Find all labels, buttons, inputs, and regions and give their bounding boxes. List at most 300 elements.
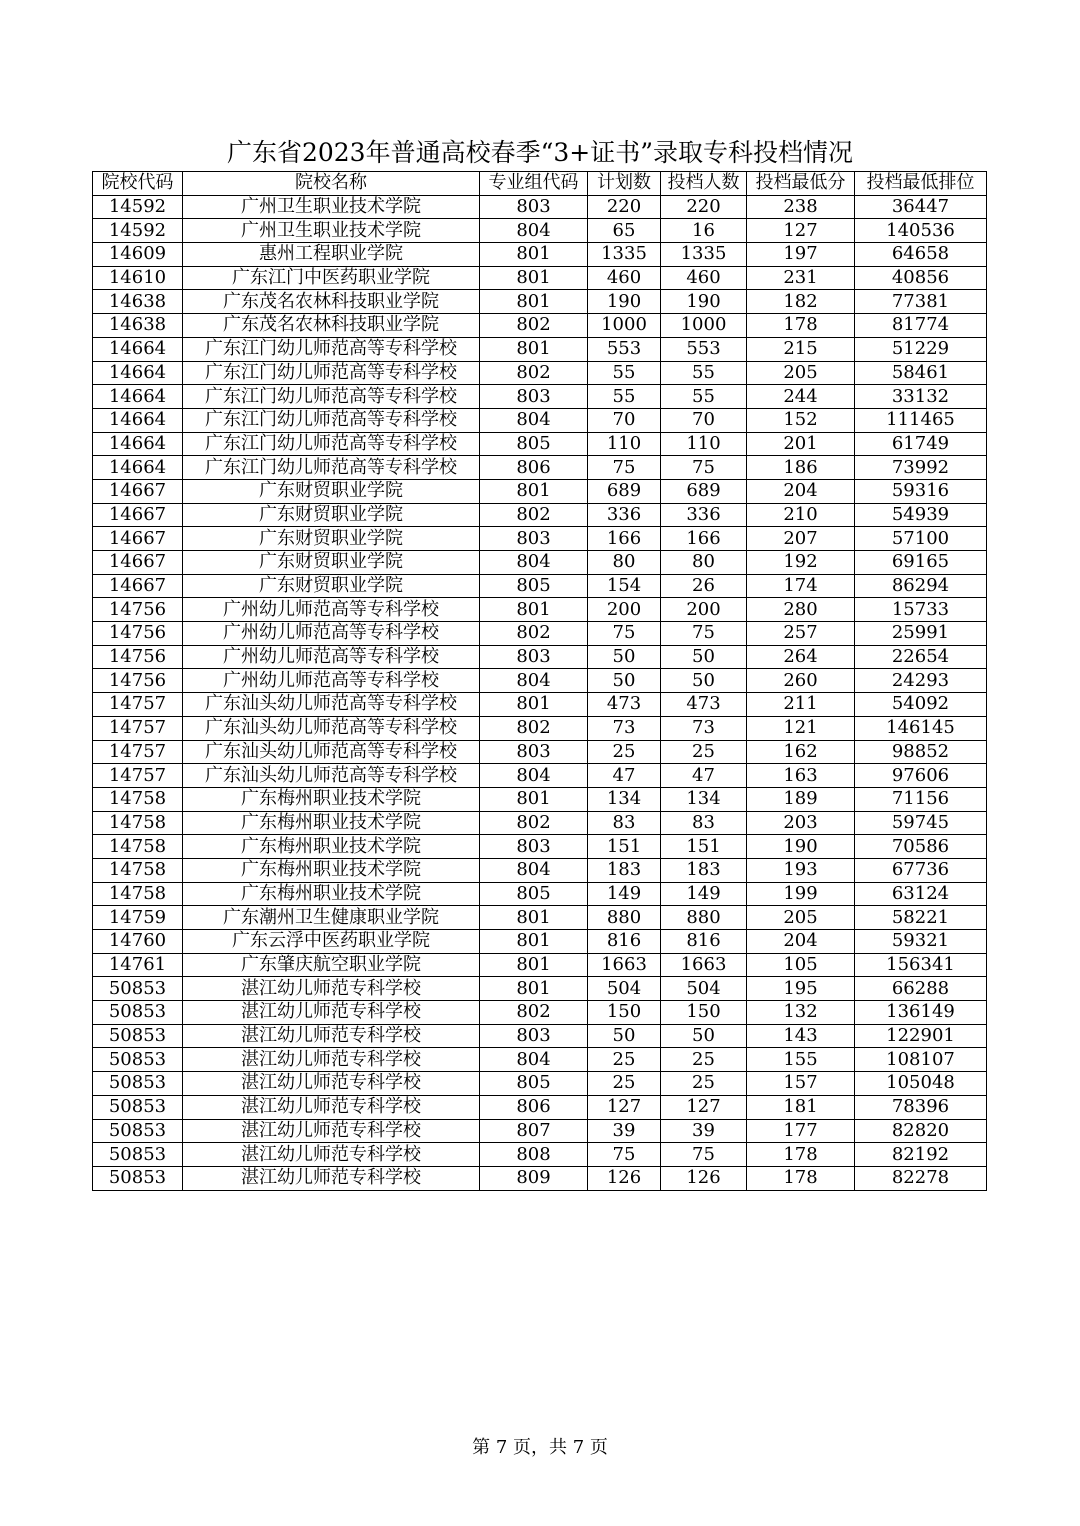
cell-min-score: 280 bbox=[747, 598, 855, 622]
cell-group-code: 804 bbox=[480, 764, 588, 788]
cell-filed-count: 166 bbox=[661, 527, 747, 551]
cell-filed-count: 25 bbox=[661, 740, 747, 764]
cell-plan-count: 50 bbox=[588, 669, 661, 693]
cell-min-rank: 82278 bbox=[855, 1166, 987, 1190]
table-row bbox=[93, 622, 987, 646]
cell-school-code: 14761 bbox=[93, 953, 183, 977]
cell-min-rank: 66288 bbox=[855, 977, 987, 1001]
cell-filed-count: 504 bbox=[661, 977, 747, 1001]
cell-group-code: 803 bbox=[480, 1024, 588, 1048]
cell-min-rank: 22654 bbox=[855, 645, 987, 669]
cell-filed-count: 75 bbox=[661, 622, 747, 646]
cell-min-score: 211 bbox=[747, 693, 855, 717]
table-row bbox=[93, 503, 987, 527]
cell-group-code: 802 bbox=[480, 361, 588, 385]
cell-filed-count: 880 bbox=[661, 906, 747, 930]
cell-plan-count: 1663 bbox=[588, 953, 661, 977]
cell-group-code: 807 bbox=[480, 1119, 588, 1143]
cell-plan-count: 47 bbox=[588, 764, 661, 788]
header-school-code: 院校代码 bbox=[93, 172, 183, 196]
table-row bbox=[93, 314, 987, 338]
cell-school-name: 广东财贸职业学院 bbox=[183, 503, 480, 527]
cell-filed-count: 75 bbox=[661, 1143, 747, 1167]
cell-group-code: 803 bbox=[480, 645, 588, 669]
cell-school-name: 广东江门中医药职业学院 bbox=[183, 266, 480, 290]
table-row bbox=[93, 882, 987, 906]
cell-min-rank: 40856 bbox=[855, 266, 987, 290]
cell-school-name: 广州幼儿师范高等专科学校 bbox=[183, 645, 480, 669]
cell-min-rank: 136149 bbox=[855, 1001, 987, 1025]
cell-min-score: 215 bbox=[747, 337, 855, 361]
cell-plan-count: 73 bbox=[588, 716, 661, 740]
cell-group-code: 806 bbox=[480, 1095, 588, 1119]
cell-min-rank: 51229 bbox=[855, 337, 987, 361]
cell-filed-count: 183 bbox=[661, 858, 747, 882]
table-row bbox=[93, 290, 987, 314]
cell-filed-count: 25 bbox=[661, 1048, 747, 1072]
cell-plan-count: 134 bbox=[588, 787, 661, 811]
cell-school-code: 14667 bbox=[93, 503, 183, 527]
cell-plan-count: 166 bbox=[588, 527, 661, 551]
cell-school-code: 14757 bbox=[93, 693, 183, 717]
cell-school-name: 广东汕头幼儿师范高等专科学校 bbox=[183, 764, 480, 788]
cell-group-code: 802 bbox=[480, 622, 588, 646]
cell-min-rank: 63124 bbox=[855, 882, 987, 906]
cell-school-name: 湛江幼儿师范专科学校 bbox=[183, 1143, 480, 1167]
cell-plan-count: 149 bbox=[588, 882, 661, 906]
cell-group-code: 801 bbox=[480, 953, 588, 977]
cell-school-code: 14664 bbox=[93, 408, 183, 432]
cell-school-code: 14664 bbox=[93, 432, 183, 456]
table-row bbox=[93, 953, 987, 977]
cell-filed-count: 80 bbox=[661, 551, 747, 575]
cell-min-score: 155 bbox=[747, 1048, 855, 1072]
cell-min-score: 186 bbox=[747, 456, 855, 480]
cell-plan-count: 460 bbox=[588, 266, 661, 290]
cell-plan-count: 25 bbox=[588, 1072, 661, 1096]
cell-school-code: 14664 bbox=[93, 361, 183, 385]
cell-school-name: 广东江门幼儿师范高等专科学校 bbox=[183, 361, 480, 385]
cell-school-name: 湛江幼儿师范专科学校 bbox=[183, 1166, 480, 1190]
cell-plan-count: 70 bbox=[588, 408, 661, 432]
cell-plan-count: 151 bbox=[588, 835, 661, 859]
cell-group-code: 802 bbox=[480, 1001, 588, 1025]
cell-school-code: 14592 bbox=[93, 195, 183, 219]
cell-filed-count: 73 bbox=[661, 716, 747, 740]
cell-group-code: 801 bbox=[480, 930, 588, 954]
cell-filed-count: 127 bbox=[661, 1095, 747, 1119]
table-row bbox=[93, 1095, 987, 1119]
cell-min-rank: 25991 bbox=[855, 622, 987, 646]
table-row bbox=[93, 243, 987, 267]
cell-school-code: 14756 bbox=[93, 598, 183, 622]
cell-min-score: 132 bbox=[747, 1001, 855, 1025]
table-row bbox=[93, 385, 987, 409]
header-min-rank: 投档最低排位 bbox=[855, 172, 987, 196]
cell-min-score: 182 bbox=[747, 290, 855, 314]
cell-filed-count: 110 bbox=[661, 432, 747, 456]
table-row bbox=[93, 1072, 987, 1096]
cell-min-score: 178 bbox=[747, 314, 855, 338]
table-row bbox=[93, 337, 987, 361]
cell-group-code: 802 bbox=[480, 314, 588, 338]
cell-plan-count: 127 bbox=[588, 1095, 661, 1119]
table-row bbox=[93, 1143, 987, 1167]
cell-min-rank: 59321 bbox=[855, 930, 987, 954]
cell-school-name: 湛江幼儿师范专科学校 bbox=[183, 1119, 480, 1143]
cell-group-code: 805 bbox=[480, 574, 588, 598]
cell-group-code: 806 bbox=[480, 456, 588, 480]
table-body bbox=[93, 195, 987, 1190]
cell-plan-count: 25 bbox=[588, 740, 661, 764]
table-row bbox=[93, 456, 987, 480]
cell-min-rank: 71156 bbox=[855, 787, 987, 811]
cell-school-name: 湛江幼儿师范专科学校 bbox=[183, 1072, 480, 1096]
cell-min-rank: 59316 bbox=[855, 479, 987, 503]
cell-plan-count: 200 bbox=[588, 598, 661, 622]
cell-school-name: 广东江门幼儿师范高等专科学校 bbox=[183, 432, 480, 456]
table-row bbox=[93, 219, 987, 243]
cell-min-score: 207 bbox=[747, 527, 855, 551]
cell-school-name: 广州卫生职业技术学院 bbox=[183, 219, 480, 243]
table-row bbox=[93, 977, 987, 1001]
cell-school-name: 广东财贸职业学院 bbox=[183, 574, 480, 598]
table-row bbox=[93, 527, 987, 551]
cell-min-score: 264 bbox=[747, 645, 855, 669]
cell-school-code: 14610 bbox=[93, 266, 183, 290]
table-row bbox=[93, 408, 987, 432]
cell-group-code: 801 bbox=[480, 787, 588, 811]
cell-school-code: 14759 bbox=[93, 906, 183, 930]
cell-group-code: 805 bbox=[480, 1072, 588, 1096]
table-row bbox=[93, 693, 987, 717]
header-plan-count: 计划数 bbox=[588, 172, 661, 196]
cell-plan-count: 75 bbox=[588, 1143, 661, 1167]
cell-min-score: 260 bbox=[747, 669, 855, 693]
cell-group-code: 804 bbox=[480, 408, 588, 432]
cell-filed-count: 25 bbox=[661, 1072, 747, 1096]
cell-group-code: 801 bbox=[480, 479, 588, 503]
cell-group-code: 805 bbox=[480, 882, 588, 906]
cell-plan-count: 50 bbox=[588, 1024, 661, 1048]
header-filed-count: 投档人数 bbox=[661, 172, 747, 196]
cell-min-score: 201 bbox=[747, 432, 855, 456]
cell-school-name: 湛江幼儿师范专科学校 bbox=[183, 977, 480, 1001]
cell-min-rank: 78396 bbox=[855, 1095, 987, 1119]
cell-group-code: 809 bbox=[480, 1166, 588, 1190]
cell-filed-count: 1663 bbox=[661, 953, 747, 977]
cell-min-score: 143 bbox=[747, 1024, 855, 1048]
cell-min-score: 174 bbox=[747, 574, 855, 598]
cell-group-code: 803 bbox=[480, 195, 588, 219]
cell-min-rank: 81774 bbox=[855, 314, 987, 338]
header-min-score: 投档最低分 bbox=[747, 172, 855, 196]
cell-filed-count: 39 bbox=[661, 1119, 747, 1143]
cell-min-score: 189 bbox=[747, 787, 855, 811]
cell-school-name: 广东茂名农林科技职业学院 bbox=[183, 314, 480, 338]
cell-filed-count: 553 bbox=[661, 337, 747, 361]
cell-plan-count: 110 bbox=[588, 432, 661, 456]
cell-school-name: 广东财贸职业学院 bbox=[183, 551, 480, 575]
header-school-name: 院校名称 bbox=[183, 172, 480, 196]
table-row bbox=[93, 906, 987, 930]
cell-school-code: 50853 bbox=[93, 1119, 183, 1143]
cell-group-code: 804 bbox=[480, 858, 588, 882]
cell-min-rank: 64658 bbox=[855, 243, 987, 267]
table-row bbox=[93, 811, 987, 835]
cell-plan-count: 336 bbox=[588, 503, 661, 527]
cell-school-code: 14757 bbox=[93, 716, 183, 740]
cell-min-rank: 146145 bbox=[855, 716, 987, 740]
cell-group-code: 804 bbox=[480, 669, 588, 693]
cell-min-score: 205 bbox=[747, 906, 855, 930]
cell-min-score: 178 bbox=[747, 1166, 855, 1190]
cell-plan-count: 504 bbox=[588, 977, 661, 1001]
table-row bbox=[93, 1119, 987, 1143]
cell-min-score: 177 bbox=[747, 1119, 855, 1143]
cell-filed-count: 816 bbox=[661, 930, 747, 954]
cell-school-name: 广州幼儿师范高等专科学校 bbox=[183, 622, 480, 646]
table-row bbox=[93, 195, 987, 219]
cell-group-code: 801 bbox=[480, 243, 588, 267]
cell-min-rank: 33132 bbox=[855, 385, 987, 409]
cell-min-rank: 156341 bbox=[855, 953, 987, 977]
cell-filed-count: 1000 bbox=[661, 314, 747, 338]
cell-min-score: 127 bbox=[747, 219, 855, 243]
table-row bbox=[93, 1048, 987, 1072]
cell-min-rank: 82820 bbox=[855, 1119, 987, 1143]
cell-school-code: 14609 bbox=[93, 243, 183, 267]
cell-school-code: 14757 bbox=[93, 740, 183, 764]
cell-min-rank: 98852 bbox=[855, 740, 987, 764]
cell-min-score: 210 bbox=[747, 503, 855, 527]
table-row bbox=[93, 930, 987, 954]
cell-filed-count: 83 bbox=[661, 811, 747, 835]
cell-plan-count: 150 bbox=[588, 1001, 661, 1025]
header-group-code: 专业组代码 bbox=[480, 172, 588, 196]
cell-school-code: 14760 bbox=[93, 930, 183, 954]
cell-plan-count: 50 bbox=[588, 645, 661, 669]
cell-plan-count: 880 bbox=[588, 906, 661, 930]
cell-min-rank: 73992 bbox=[855, 456, 987, 480]
cell-group-code: 803 bbox=[480, 385, 588, 409]
cell-school-name: 广州幼儿师范高等专科学校 bbox=[183, 669, 480, 693]
cell-school-code: 14667 bbox=[93, 574, 183, 598]
cell-school-code: 14758 bbox=[93, 811, 183, 835]
cell-min-score: 204 bbox=[747, 930, 855, 954]
cell-min-score: 190 bbox=[747, 835, 855, 859]
cell-school-name: 广东汕头幼儿师范高等专科学校 bbox=[183, 740, 480, 764]
cell-min-rank: 54092 bbox=[855, 693, 987, 717]
cell-school-code: 50853 bbox=[93, 1166, 183, 1190]
cell-school-code: 50853 bbox=[93, 1024, 183, 1048]
cell-school-code: 50853 bbox=[93, 1048, 183, 1072]
cell-min-rank: 69165 bbox=[855, 551, 987, 575]
cell-filed-count: 150 bbox=[661, 1001, 747, 1025]
cell-school-name: 广东肇庆航空职业学院 bbox=[183, 953, 480, 977]
cell-filed-count: 134 bbox=[661, 787, 747, 811]
cell-school-code: 50853 bbox=[93, 1001, 183, 1025]
cell-min-rank: 140536 bbox=[855, 219, 987, 243]
cell-min-score: 178 bbox=[747, 1143, 855, 1167]
cell-plan-count: 553 bbox=[588, 337, 661, 361]
table-header-row bbox=[93, 172, 987, 196]
cell-plan-count: 75 bbox=[588, 456, 661, 480]
cell-plan-count: 473 bbox=[588, 693, 661, 717]
cell-group-code: 804 bbox=[480, 1048, 588, 1072]
cell-school-code: 14638 bbox=[93, 314, 183, 338]
cell-min-score: 204 bbox=[747, 479, 855, 503]
cell-filed-count: 126 bbox=[661, 1166, 747, 1190]
cell-school-name: 广东财贸职业学院 bbox=[183, 479, 480, 503]
page-footer: 第 7 页，共 7 页 bbox=[472, 1437, 608, 1458]
cell-plan-count: 183 bbox=[588, 858, 661, 882]
cell-school-name: 湛江幼儿师范专科学校 bbox=[183, 1001, 480, 1025]
cell-school-name: 广东财贸职业学院 bbox=[183, 527, 480, 551]
cell-school-code: 14664 bbox=[93, 385, 183, 409]
cell-school-name: 湛江幼儿师范专科学校 bbox=[183, 1095, 480, 1119]
table-row bbox=[93, 479, 987, 503]
cell-filed-count: 16 bbox=[661, 219, 747, 243]
cell-min-rank: 108107 bbox=[855, 1048, 987, 1072]
cell-school-name: 广州卫生职业技术学院 bbox=[183, 195, 480, 219]
cell-plan-count: 25 bbox=[588, 1048, 661, 1072]
cell-school-name: 广东梅州职业技术学院 bbox=[183, 835, 480, 859]
cell-filed-count: 47 bbox=[661, 764, 747, 788]
table-row bbox=[93, 858, 987, 882]
cell-group-code: 801 bbox=[480, 977, 588, 1001]
cell-min-score: 192 bbox=[747, 551, 855, 575]
table-row bbox=[93, 1024, 987, 1048]
cell-min-rank: 57100 bbox=[855, 527, 987, 551]
cell-min-score: 121 bbox=[747, 716, 855, 740]
cell-group-code: 804 bbox=[480, 551, 588, 575]
cell-school-code: 14664 bbox=[93, 337, 183, 361]
cell-group-code: 801 bbox=[480, 337, 588, 361]
cell-plan-count: 816 bbox=[588, 930, 661, 954]
table-row bbox=[93, 551, 987, 575]
cell-school-code: 14758 bbox=[93, 835, 183, 859]
cell-min-score: 105 bbox=[747, 953, 855, 977]
cell-group-code: 801 bbox=[480, 290, 588, 314]
cell-school-name: 湛江幼儿师范专科学校 bbox=[183, 1024, 480, 1048]
cell-min-score: 238 bbox=[747, 195, 855, 219]
cell-min-rank: 59745 bbox=[855, 811, 987, 835]
cell-min-rank: 24293 bbox=[855, 669, 987, 693]
cell-school-name: 广东梅州职业技术学院 bbox=[183, 811, 480, 835]
cell-plan-count: 75 bbox=[588, 622, 661, 646]
cell-plan-count: 1000 bbox=[588, 314, 661, 338]
cell-min-rank: 61749 bbox=[855, 432, 987, 456]
cell-school-name: 广东汕头幼儿师范高等专科学校 bbox=[183, 693, 480, 717]
cell-filed-count: 149 bbox=[661, 882, 747, 906]
cell-filed-count: 200 bbox=[661, 598, 747, 622]
cell-school-code: 14667 bbox=[93, 551, 183, 575]
cell-school-code: 14592 bbox=[93, 219, 183, 243]
cell-school-name: 广东江门幼儿师范高等专科学校 bbox=[183, 337, 480, 361]
cell-min-rank: 36447 bbox=[855, 195, 987, 219]
cell-school-code: 50853 bbox=[93, 1095, 183, 1119]
table-row bbox=[93, 669, 987, 693]
cell-school-code: 50853 bbox=[93, 977, 183, 1001]
cell-filed-count: 190 bbox=[661, 290, 747, 314]
cell-group-code: 801 bbox=[480, 906, 588, 930]
table-row bbox=[93, 740, 987, 764]
document-title: 广东省2023年普通高校春季“3+证书”录取专科投档情况 bbox=[226, 138, 854, 167]
cell-school-code: 50853 bbox=[93, 1072, 183, 1096]
cell-filed-count: 689 bbox=[661, 479, 747, 503]
cell-school-name: 广东潮州卫生健康职业学院 bbox=[183, 906, 480, 930]
cell-filed-count: 75 bbox=[661, 456, 747, 480]
cell-filed-count: 336 bbox=[661, 503, 747, 527]
cell-min-score: 231 bbox=[747, 266, 855, 290]
table-row bbox=[93, 598, 987, 622]
cell-filed-count: 50 bbox=[661, 1024, 747, 1048]
cell-filed-count: 26 bbox=[661, 574, 747, 598]
cell-min-score: 152 bbox=[747, 408, 855, 432]
cell-filed-count: 1335 bbox=[661, 243, 747, 267]
cell-min-score: 181 bbox=[747, 1095, 855, 1119]
cell-school-name: 广东江门幼儿师范高等专科学校 bbox=[183, 408, 480, 432]
table-row bbox=[93, 361, 987, 385]
cell-plan-count: 689 bbox=[588, 479, 661, 503]
cell-plan-count: 154 bbox=[588, 574, 661, 598]
cell-min-score: 193 bbox=[747, 858, 855, 882]
cell-group-code: 802 bbox=[480, 716, 588, 740]
cell-school-name: 广东江门幼儿师范高等专科学校 bbox=[183, 385, 480, 409]
cell-min-rank: 58461 bbox=[855, 361, 987, 385]
cell-school-code: 14638 bbox=[93, 290, 183, 314]
cell-school-name: 湛江幼儿师范专科学校 bbox=[183, 1048, 480, 1072]
cell-school-name: 广东云浮中医药职业学院 bbox=[183, 930, 480, 954]
cell-school-code: 14664 bbox=[93, 456, 183, 480]
cell-min-rank: 122901 bbox=[855, 1024, 987, 1048]
cell-filed-count: 460 bbox=[661, 266, 747, 290]
cell-min-rank: 105048 bbox=[855, 1072, 987, 1096]
cell-group-code: 803 bbox=[480, 740, 588, 764]
cell-group-code: 802 bbox=[480, 811, 588, 835]
cell-school-code: 14758 bbox=[93, 858, 183, 882]
cell-filed-count: 151 bbox=[661, 835, 747, 859]
cell-group-code: 801 bbox=[480, 266, 588, 290]
cell-filed-count: 50 bbox=[661, 669, 747, 693]
cell-min-score: 199 bbox=[747, 882, 855, 906]
cell-min-rank: 58221 bbox=[855, 906, 987, 930]
cell-min-rank: 111465 bbox=[855, 408, 987, 432]
cell-school-name: 惠州工程职业学院 bbox=[183, 243, 480, 267]
cell-min-rank: 70586 bbox=[855, 835, 987, 859]
cell-min-score: 163 bbox=[747, 764, 855, 788]
cell-plan-count: 55 bbox=[588, 385, 661, 409]
table-row bbox=[93, 574, 987, 598]
table-row bbox=[93, 716, 987, 740]
cell-group-code: 802 bbox=[480, 503, 588, 527]
cell-school-code: 50853 bbox=[93, 1143, 183, 1167]
cell-plan-count: 39 bbox=[588, 1119, 661, 1143]
cell-min-rank: 82192 bbox=[855, 1143, 987, 1167]
table-row bbox=[93, 1001, 987, 1025]
cell-group-code: 801 bbox=[480, 693, 588, 717]
cell-plan-count: 65 bbox=[588, 219, 661, 243]
cell-school-name: 广东江门幼儿师范高等专科学校 bbox=[183, 456, 480, 480]
admission-table bbox=[92, 171, 987, 1191]
cell-school-code: 14756 bbox=[93, 622, 183, 646]
cell-plan-count: 55 bbox=[588, 361, 661, 385]
cell-school-name: 广东茂名农林科技职业学院 bbox=[183, 290, 480, 314]
cell-min-rank: 97606 bbox=[855, 764, 987, 788]
cell-min-score: 197 bbox=[747, 243, 855, 267]
cell-min-rank: 77381 bbox=[855, 290, 987, 314]
